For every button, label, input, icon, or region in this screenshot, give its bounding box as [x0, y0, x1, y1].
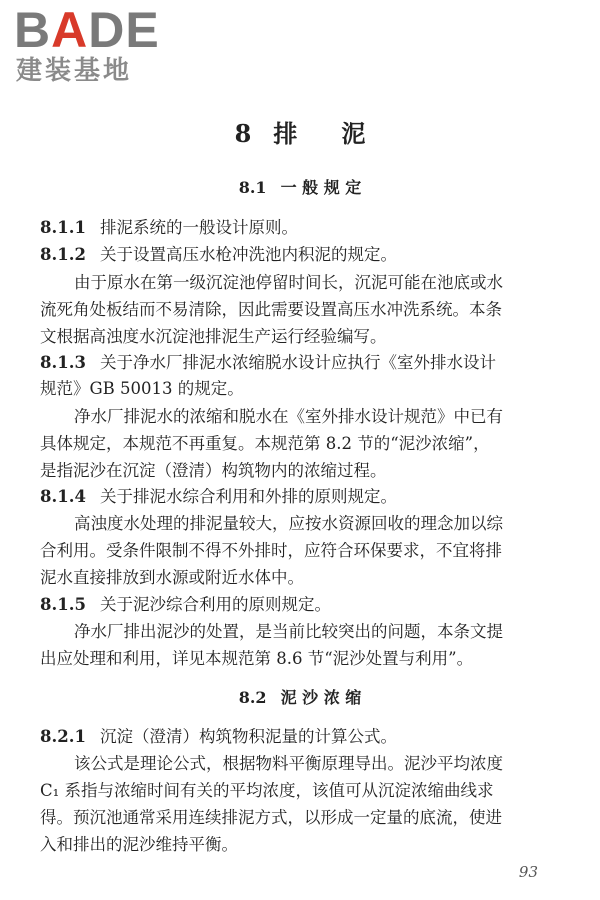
clause-number: 8.2.1 — [40, 727, 86, 746]
logo-subtitle: 建装基地 — [16, 56, 133, 86]
paragraph-line: 净水厂排出泥沙的处置，是当前比较突出的问题，本条文提 — [74, 622, 503, 641]
clause-8-1-4 — [40, 484, 560, 510]
section-title: 泥 沙 浓 缩 — [280, 688, 362, 707]
paragraph-line: 是指泥沙在沉淀（澄清）构筑物内的浓缩过程。 — [40, 461, 387, 480]
clause-text: 关于净水厂排泥水浓缩脱水设计应执行《室外排水设计 — [99, 353, 496, 372]
paragraph-line: 具体规定，本规范不再重复。本规范第 8.2 节的“泥沙浓缩”， — [40, 434, 490, 453]
clause-number: 8.1.4 — [40, 487, 86, 506]
paragraph-line: 该公式是理论公式，根据物料平衡原理导出。泥沙平均浓度 — [74, 754, 503, 773]
paragraph-line: 流死角处板结而不易清除，因此需要设置高压水冲洗系统。本条 — [40, 300, 502, 319]
clause-number: 8.1.2 — [40, 245, 86, 264]
chapter-title-char-2: 泥 — [341, 119, 366, 148]
clause-text: 排泥系统的一般设计原则。 — [99, 218, 298, 237]
paragraph-line: 规范》GB 50013 的规定。 — [40, 379, 244, 398]
section-title: 一 般 规 定 — [280, 178, 362, 197]
paragraph-line: 合利用。受条件限制不得不外排时，应符合环保要求，不宜将排 — [40, 541, 502, 560]
logo-letters-de: DE — [88, 2, 160, 58]
paragraph-line: 文根据高浊度水沉淀池排泥生产运行经验编写。 — [40, 327, 387, 346]
logo-wordmark — [14, 4, 160, 56]
chapter-number: 8 — [234, 119, 252, 148]
clause-8-1-5 — [40, 592, 560, 618]
clause-8-1-2 — [40, 242, 560, 268]
paragraph-line: 由于原水在第一级沉淀池停留时间长，沉泥可能在池底或水 — [74, 273, 503, 292]
paragraph-line: 出应处理和利用，详见本规范第 8.6 节“泥沙处置与利用”。 — [40, 649, 474, 668]
chapter-title-char-1: 排 — [273, 119, 298, 148]
logo-letter-a: A — [51, 2, 89, 58]
clause-text: 关于设置高压水枪冲洗池内积泥的规定。 — [99, 245, 397, 264]
paragraph-line: 泥水直接排放到水源或附近水体中。 — [40, 568, 304, 587]
chapter-title — [0, 117, 600, 151]
clause-text: 关于泥沙综合利用的原则规定。 — [99, 595, 331, 614]
paragraph-line: 净水厂排泥水的浓缩和脱水在《室外排水设计规范》中已有 — [74, 407, 503, 426]
clause-text: 沉淀（澄清）构筑物积泥量的计算公式。 — [99, 727, 397, 746]
paragraph-line: 得。预沉池通常采用连续排泥方式，以形成一定量的底流，使进 — [40, 808, 502, 827]
section-number: 8.1 — [238, 178, 267, 197]
paragraph-line: 入和排出的泥沙维持平衡。 — [40, 835, 238, 854]
clause-8-1-3 — [40, 350, 560, 376]
clause-number: 8.1.5 — [40, 595, 86, 614]
clause-number: 8.1.1 — [40, 218, 86, 237]
clause-number: 8.1.3 — [40, 353, 86, 372]
section-heading-8-2 — [0, 686, 600, 710]
logo-letter-b: B — [14, 2, 52, 58]
clause-8-1-1 — [40, 215, 560, 241]
clause-8-2-1 — [40, 724, 560, 750]
section-number: 8.2 — [238, 688, 267, 707]
section-heading-8-1 — [0, 176, 600, 200]
page-number: 93 — [518, 863, 538, 881]
clause-text: 关于排泥水综合利用和外排的原则规定。 — [99, 487, 397, 506]
bade-logo — [14, 4, 184, 90]
paragraph-line: 高浊度水处理的排泥量较大，应按水资源回收的理念加以综 — [74, 514, 503, 533]
paragraph-line: C₁ 系指与浓缩时间有关的平均浓度，该值可从沉淀浓缩曲线求 — [40, 781, 494, 800]
